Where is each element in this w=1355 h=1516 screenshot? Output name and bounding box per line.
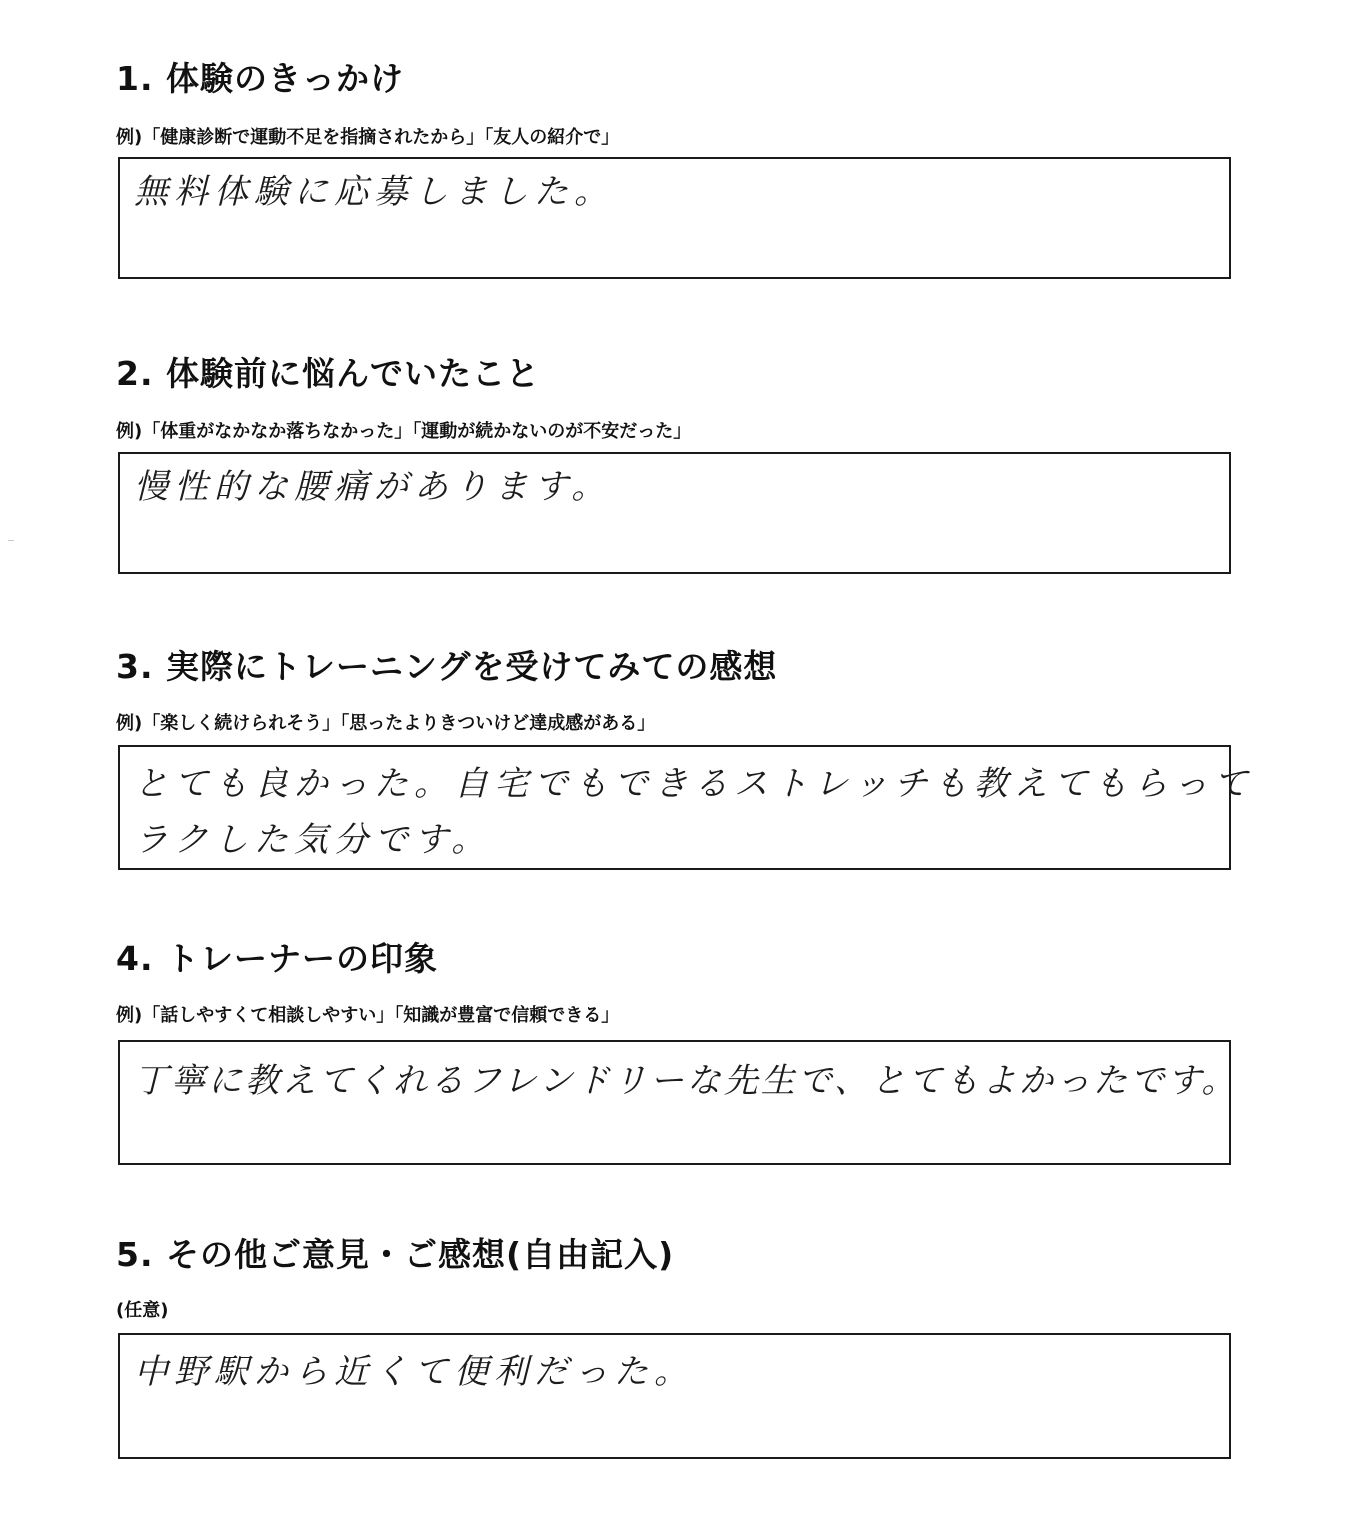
answer-box[interactable] (118, 1040, 1239, 1165)
handwritten-answer-line: 慢性的な腰痛があります。 (134, 467, 612, 507)
question-example: 例)「楽しく続けられそう」「思ったよりきついけど達成感がある」 (116, 713, 656, 734)
question-title: 5. その他ご意見・ご感想(自由記入) (116, 1235, 675, 1274)
scan-mark (8, 540, 14, 541)
handwritten-answer-line: ラクした気分です。 (134, 820, 492, 860)
handwritten-answer-line: とても良かった。自宅でもできるストレッチも教えてもらって (134, 764, 1254, 804)
question-example: 例)「体重がなかなか落ちなかった」「運動が続かないのが不安だった」 (116, 421, 692, 442)
answer-box[interactable] (118, 1333, 1231, 1459)
question-title: 2. 体験前に悩んでいたこと (116, 354, 540, 393)
question-title: 4. トレーナーの印象 (116, 939, 438, 978)
question-example: 例)「話しやすくて相談しやすい」「知識が豊富で信頼できる」 (116, 1005, 620, 1026)
handwritten-answer-line: 無料体験に応募しました。 (134, 172, 614, 212)
question-example: (任意) (116, 1300, 169, 1321)
answer-box[interactable] (118, 452, 1231, 574)
answer-box[interactable] (118, 745, 1254, 870)
question-title: 3. 実際にトレーニングを受けてみての感想 (116, 647, 778, 686)
question-example: 例)「健康診断で運動不足を指摘されたから」「友人の紹介で」 (116, 127, 620, 148)
handwritten-answer-line: 中野駅から近くて便利だった。 (134, 1352, 694, 1392)
answer-box[interactable] (118, 157, 1231, 279)
handwritten-answer-line: 丁寧に教えてくれるフレンドリーな先生で、とてもよかったです。 (134, 1061, 1239, 1101)
question-title: 1. 体験のきっかけ (116, 59, 404, 98)
